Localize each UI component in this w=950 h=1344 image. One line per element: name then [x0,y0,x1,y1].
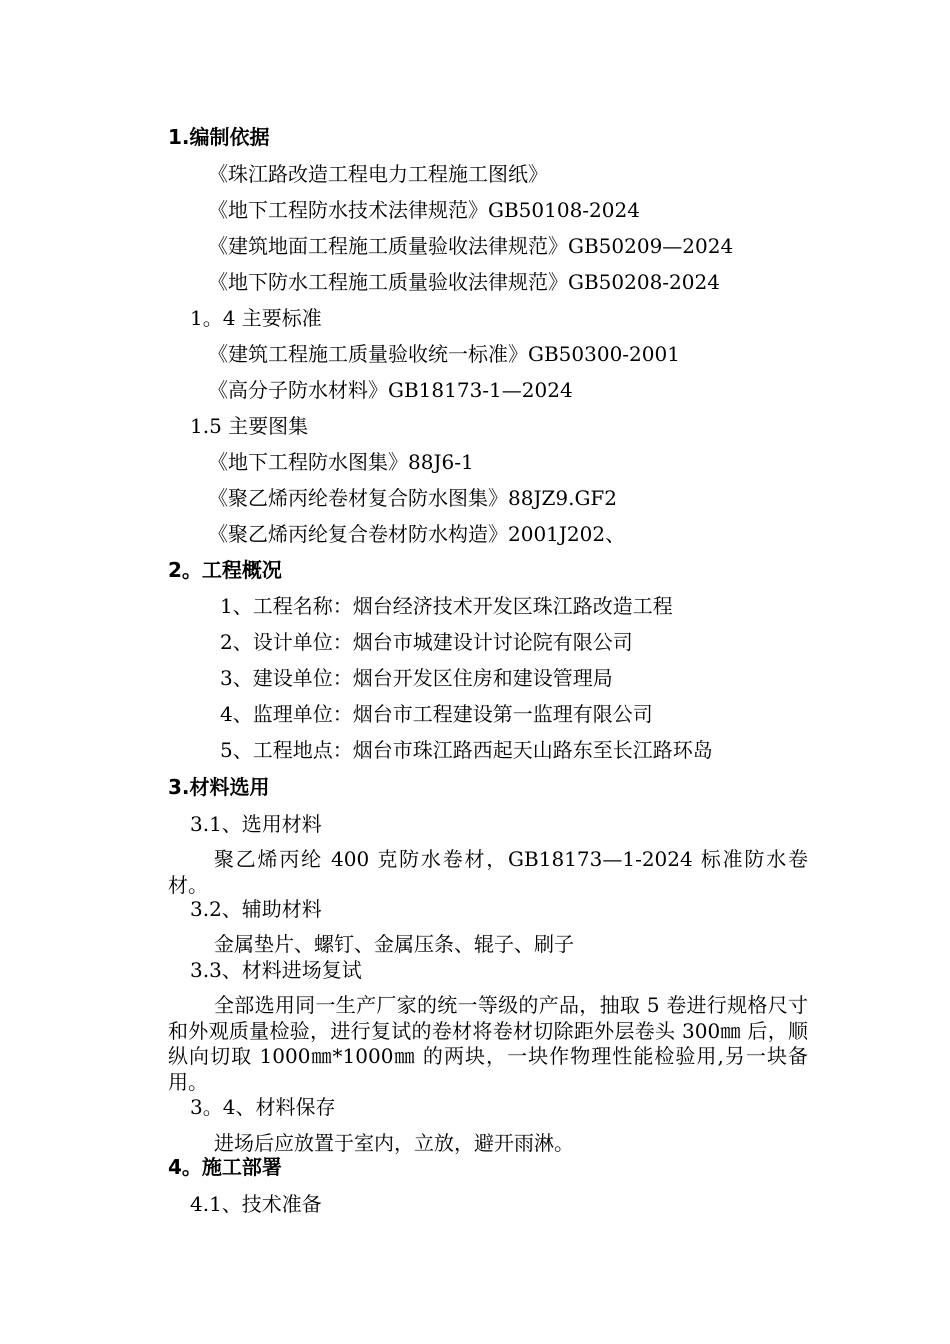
atlas-item: 《聚乙烯丙纶复合卷材防水构造》2001J202、 [208,522,626,546]
atlas-item: 《地下工程防水图集》88J6-1 [208,450,474,474]
paragraph-3-2: 金属垫片、螺钉、金属压条、辊子、刷子 [214,932,574,956]
subsection-3-1-heading: 3.1、选用材料 [190,812,322,836]
subsection-3-2-heading: 3.2、辅助材料 [190,897,322,921]
section-3-heading: 3.材料选用 [168,775,270,799]
overview-item: 1、工程名称：烟台经济技术开发区珠江路改造工程 [220,594,673,618]
subsection-4-1-heading: 4.1、技术准备 [190,1192,322,1216]
subsection-1-4-heading: 1。4 主要标准 [190,306,322,330]
overview-item: 3、建设单位：烟台开发区住房和建设管理局 [220,666,613,690]
reference-item: 《地下工程防水技术法律规范》GB50108-2024 [208,198,640,222]
atlas-item: 《聚乙烯丙纶卷材复合防水图集》88JZ9.GF2 [208,486,618,510]
overview-item: 2、设计单位：烟台市城建设计讨论院有限公司 [220,630,633,654]
subsection-3-3-heading: 3.3、材料进场复试 [190,958,362,982]
section-1-heading: 1.编制依据 [168,125,270,149]
overview-item: 5、工程地点：烟台市珠江路西起天山路东至长江路环岛 [220,738,713,762]
section-4-heading: 4。施工部署 [168,1155,282,1179]
standard-item: 《高分子防水材料》GB18173-1—2024 [208,378,573,402]
reference-item: 《地下防水工程施工质量验收法律规范》GB50208-2024 [208,270,720,294]
paragraph-3-3: 全部选用同一生产厂家的统一等级的产品，抽取 5 卷进行规格尺寸和外观质量检验，进行复试的卷材将卷材切除距外层卷头 300㎜ 后，顺纵向切取 1000㎜*1000㎜ 的两块，一块作物理性能检验用,另一块备用。 [168,993,808,1094]
subsection-1-5-heading: 1.5 主要图集 [190,414,309,438]
paragraph-3-1: 聚乙烯丙纶 400 克防水卷材，GB18173—1-2024 标准防水卷材。 [168,847,808,897]
reference-item: 《珠江路改造工程电力工程施工图纸》 [208,162,548,186]
reference-item: 《建筑地面工程施工质量验收法律规范》GB50209—2024 [208,234,734,258]
subsection-3-4-heading: 3。4、材料保存 [190,1095,336,1119]
section-2-heading: 2。工程概况 [168,558,282,582]
standard-item: 《建筑工程施工质量验收统一标准》GB50300-2001 [208,342,680,366]
paragraph-3-4: 进场后应放置于室内，立放，避开雨淋。 [214,1131,574,1155]
overview-item: 4、监理单位：烟台市工程建设第一监理有限公司 [220,702,653,726]
